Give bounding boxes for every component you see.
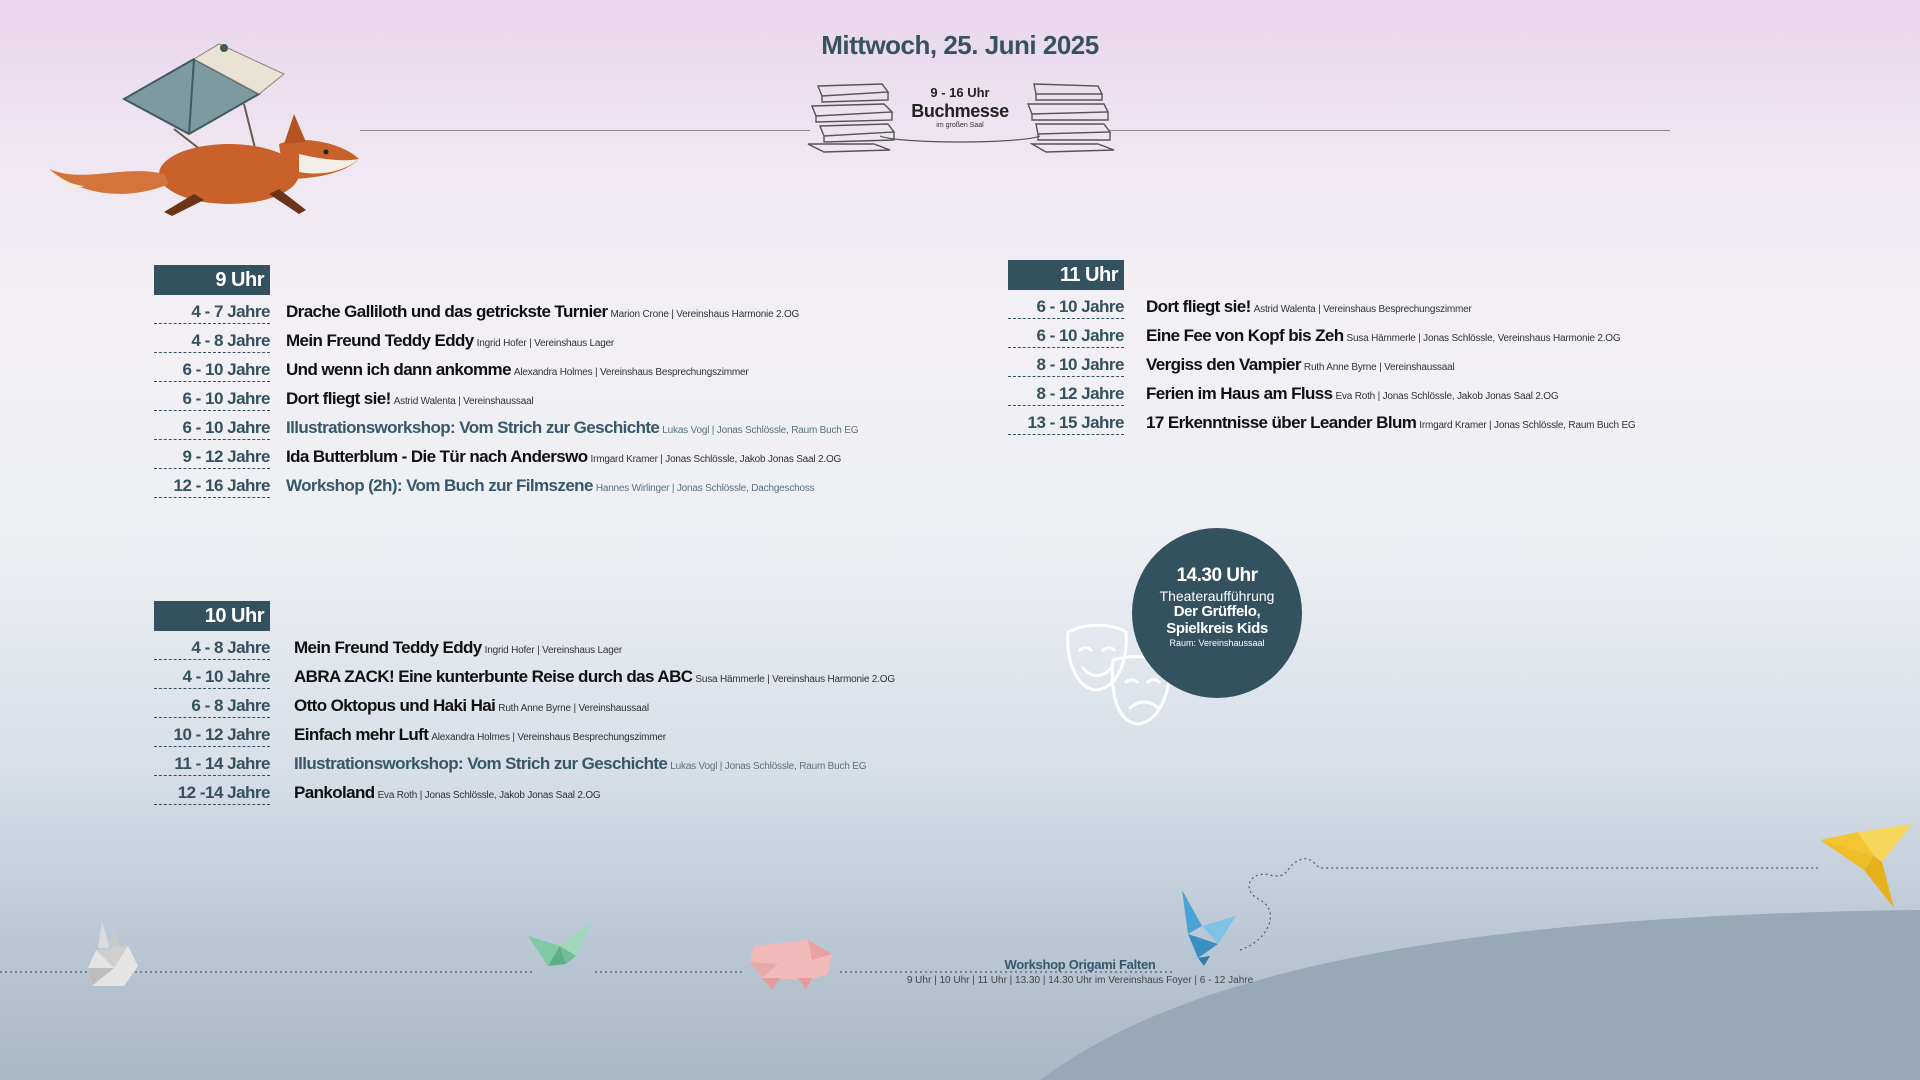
program-row bbox=[154, 663, 895, 692]
workshop-title: Workshop (2h): Vom Buch zur Filmszene bbox=[286, 476, 593, 495]
age-range: 4 - 7 Jahre bbox=[154, 301, 270, 324]
event-detail: Susa Hämmerle | Jonas Schlössle, Vereinshaus Harmonie 2.OG bbox=[1346, 333, 1621, 344]
theater-badge bbox=[1132, 528, 1302, 698]
program-row bbox=[154, 414, 859, 443]
event-title: Mein Freund Teddy Eddy bbox=[286, 331, 474, 350]
theater-kind: Theateraufführung bbox=[1159, 587, 1275, 604]
program-row bbox=[1008, 409, 1636, 438]
program-row bbox=[154, 472, 815, 501]
age-range: 12 -14 Jahre bbox=[154, 782, 270, 805]
event-detail: Alexandra Holmes | Vereinshaus Besprechungszimmer bbox=[513, 367, 749, 378]
origami-butterfly-icon bbox=[526, 916, 596, 972]
program-row bbox=[1008, 322, 1621, 351]
program-row bbox=[154, 779, 601, 808]
age-range: 6 - 10 Jahre bbox=[1008, 325, 1124, 348]
program-row bbox=[154, 443, 842, 472]
theater-room: Raum: Vereinshaussaal bbox=[1169, 638, 1265, 649]
fair-line-right bbox=[1110, 130, 1670, 131]
hour-badge-11: 11 Uhr bbox=[1008, 260, 1124, 290]
event-title: ABRA ZACK! Eine kunterbunte Reise durch das ABC bbox=[294, 667, 693, 686]
event-title: 17 Erkenntnisse über Leander Blum bbox=[1146, 413, 1417, 432]
event-title: Vergiss den Vampier bbox=[1146, 355, 1301, 374]
origami-workshop-title: Workshop Origami Falten bbox=[1004, 957, 1156, 972]
book-fair-connector bbox=[880, 128, 1040, 148]
event-title: Ida Butterblum - Die Tür nach Anderswo bbox=[286, 447, 588, 466]
age-range: 6 - 10 Jahre bbox=[1008, 296, 1124, 319]
event-title: Dort fliegt sie! bbox=[286, 389, 391, 408]
age-range: 8 - 12 Jahre bbox=[1008, 383, 1124, 406]
section-10-uhr bbox=[154, 601, 895, 808]
program-row bbox=[1008, 351, 1455, 380]
event-detail: Eva Roth | Jonas Schlössle, Jakob Jonas Saal 2.OG bbox=[377, 790, 601, 801]
hour-badge-9: 9 Uhr bbox=[154, 265, 270, 295]
program-row bbox=[154, 356, 749, 385]
section-11-uhr bbox=[1008, 260, 1636, 438]
page-title: Mittwoch, 25. Juni 2025 bbox=[821, 30, 1099, 60]
event-title: Eine Fee von Kopf bis Zeh bbox=[1146, 326, 1344, 345]
flying-fox-illustration bbox=[44, 34, 374, 224]
event-detail: Astrid Walenta | Vereinshaussaal bbox=[393, 396, 534, 407]
age-range: 8 - 10 Jahre bbox=[1008, 354, 1124, 377]
event-detail: Alexandra Holmes | Vereinshaus Besprechungszimmer bbox=[431, 732, 666, 743]
age-range: 4 - 8 Jahre bbox=[154, 637, 270, 660]
event-detail: Ingrid Hofer | Vereinshaus Lager bbox=[476, 338, 615, 349]
event-detail: Susa Hämmerle | Vereinshaus Harmonie 2.OG bbox=[695, 674, 895, 685]
book-fair-info bbox=[900, 86, 1020, 129]
program-row bbox=[154, 298, 800, 327]
age-range: 4 - 10 Jahre bbox=[154, 666, 270, 689]
book-fair-time: 9 - 16 Uhr bbox=[930, 85, 990, 100]
workshop-title: Illustrationsworkshop: Vom Strich zur Geschichte bbox=[294, 754, 668, 773]
theater-time: 14.30 Uhr bbox=[1176, 565, 1258, 586]
age-range: 9 - 12 Jahre bbox=[154, 446, 270, 469]
hour-badge-10: 10 Uhr bbox=[154, 601, 270, 631]
event-detail: Hannes Wirlinger | Jonas Schlössle, Dachgeschoss bbox=[595, 483, 815, 494]
program-row bbox=[154, 692, 649, 721]
age-range: 13 - 15 Jahre bbox=[1008, 412, 1124, 435]
age-range: 12 - 16 Jahre bbox=[154, 475, 270, 498]
event-title: Ferien im Haus am Fluss bbox=[1146, 384, 1333, 403]
event-title: Pankoland bbox=[294, 783, 375, 802]
origami-workshop-info bbox=[800, 958, 1360, 986]
event-detail: Irmgard Kramer | Jonas Schlössle, Raum Buch EG bbox=[1419, 420, 1636, 431]
program-row bbox=[154, 750, 867, 779]
theater-title-line2: Spielkreis Kids bbox=[1166, 619, 1268, 637]
program-row bbox=[154, 721, 666, 750]
age-range: 10 - 12 Jahre bbox=[154, 724, 270, 747]
program-row bbox=[1008, 380, 1559, 409]
event-detail: Marion Crone | Vereinshaus Harmonie 2.OG bbox=[610, 309, 800, 320]
event-detail: Irmgard Kramer | Jonas Schlössle, Jakob Jonas Saal 2.OG bbox=[590, 454, 842, 465]
event-title: Drache Galliloth und das getrickste Turnier bbox=[286, 302, 608, 321]
event-title: Mein Freund Teddy Eddy bbox=[294, 638, 482, 657]
program-row bbox=[154, 634, 623, 663]
age-range: 6 - 10 Jahre bbox=[154, 417, 270, 440]
book-fair-place: im großen Saal bbox=[936, 122, 984, 129]
age-range: 4 - 8 Jahre bbox=[154, 330, 270, 353]
event-title: Und wenn ich dann ankomme bbox=[286, 360, 511, 379]
event-detail: Lukas Vogl | Jonas Schlössle, Raum Buch EG bbox=[670, 761, 867, 772]
origami-rabbit-icon bbox=[84, 918, 144, 990]
event-detail: Ruth Anne Byrne | Vereinshaussaal bbox=[1303, 362, 1455, 373]
book-fair-name: Buchmesse bbox=[911, 101, 1009, 121]
age-range: 6 - 10 Jahre bbox=[154, 359, 270, 382]
origami-bird-yellow-icon bbox=[1818, 822, 1914, 912]
event-title: Einfach mehr Luft bbox=[294, 725, 429, 744]
program-row bbox=[154, 327, 615, 356]
workshop-title: Illustrationsworkshop: Vom Strich zur Geschichte bbox=[286, 418, 660, 437]
event-detail: Eva Roth | Jonas Schlössle, Jakob Jonas Saal 2.OG bbox=[1335, 391, 1559, 402]
age-range: 6 - 8 Jahre bbox=[154, 695, 270, 718]
event-detail: Ingrid Hofer | Vereinshaus Lager bbox=[484, 645, 623, 656]
event-title: Dort fliegt sie! bbox=[1146, 297, 1251, 316]
origami-workshop-detail: 9 Uhr | 10 Uhr | 11 Uhr | 13.30 | 14.30 Uhr im Vereinshaus Foyer | 6 - 12 Jahre bbox=[906, 975, 1254, 987]
age-range: 11 - 14 Jahre bbox=[154, 753, 270, 776]
event-detail: Ruth Anne Byrne | Vereinshaussaal bbox=[498, 703, 649, 714]
event-detail: Lukas Vogl | Jonas Schlössle, Raum Buch EG bbox=[662, 425, 859, 436]
program-row bbox=[154, 385, 534, 414]
age-range: 6 - 10 Jahre bbox=[154, 388, 270, 411]
event-detail: Astrid Walenta | Vereinshaus Besprechungszimmer bbox=[1253, 304, 1472, 315]
origami-bird-blue-icon bbox=[1174, 886, 1244, 966]
event-title: Otto Oktopus und Haki Hai bbox=[294, 696, 496, 715]
fair-line-left bbox=[360, 130, 810, 131]
section-9-uhr bbox=[154, 265, 859, 501]
theater-title-line1: Der Grüffelo, bbox=[1173, 603, 1261, 621]
program-row bbox=[1008, 293, 1472, 322]
